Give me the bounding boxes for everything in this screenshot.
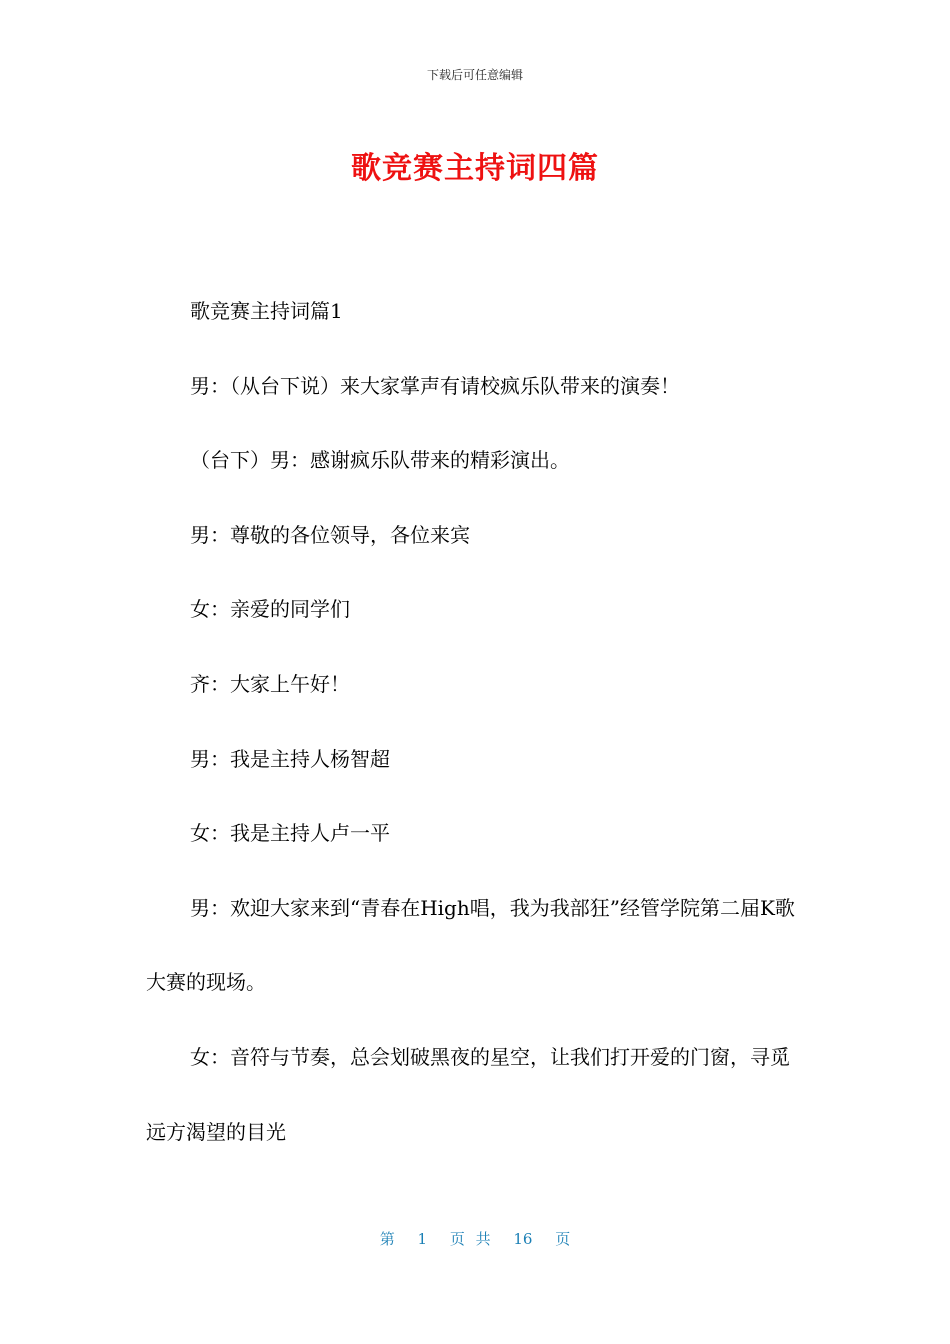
paragraph: 男：尊敬的各位领导，各位来宾 — [190, 522, 470, 547]
paragraph: 女：音符与节奏，总会划破黑夜的星空，让我们打开爱的门窗，寻觅远方渴望的目光 — [146, 1044, 790, 1144]
footer-page-mid: 页 共 — [449, 1230, 491, 1248]
paragraph: 女：亲爱的同学们 — [190, 597, 350, 622]
paragraph: 齐：大家上午好！ — [190, 671, 350, 696]
paragraph: （台下）男：感谢疯乐队带来的精彩演出。 — [190, 448, 570, 473]
paragraph: 歌竞赛主持词篇1 — [190, 299, 343, 323]
paragraph: 男：欢迎大家来到“青春在High唱，我为我部狂”经管学院第二届K歌大赛的现场。 — [146, 895, 795, 995]
header-note: 下载后可任意编辑 — [426, 68, 523, 82]
document-title: 歌竞赛主持词四篇 — [351, 151, 599, 186]
page-footer — [0, 1228, 950, 1249]
footer-page-prefix: 第 — [379, 1230, 395, 1248]
footer-total-pages: 16 — [513, 1230, 533, 1248]
footer-page-suffix: 页 — [555, 1230, 571, 1248]
paragraph: 女：我是主持人卢一平 — [190, 821, 390, 846]
paragraph: 男：（从台下说）来大家掌声有请校疯乐队带来的演奏！ — [190, 373, 680, 398]
document-body — [146, 274, 808, 1169]
footer-current-page: 1 — [417, 1230, 428, 1248]
paragraph: 男：我是主持人杨智超 — [190, 746, 390, 771]
